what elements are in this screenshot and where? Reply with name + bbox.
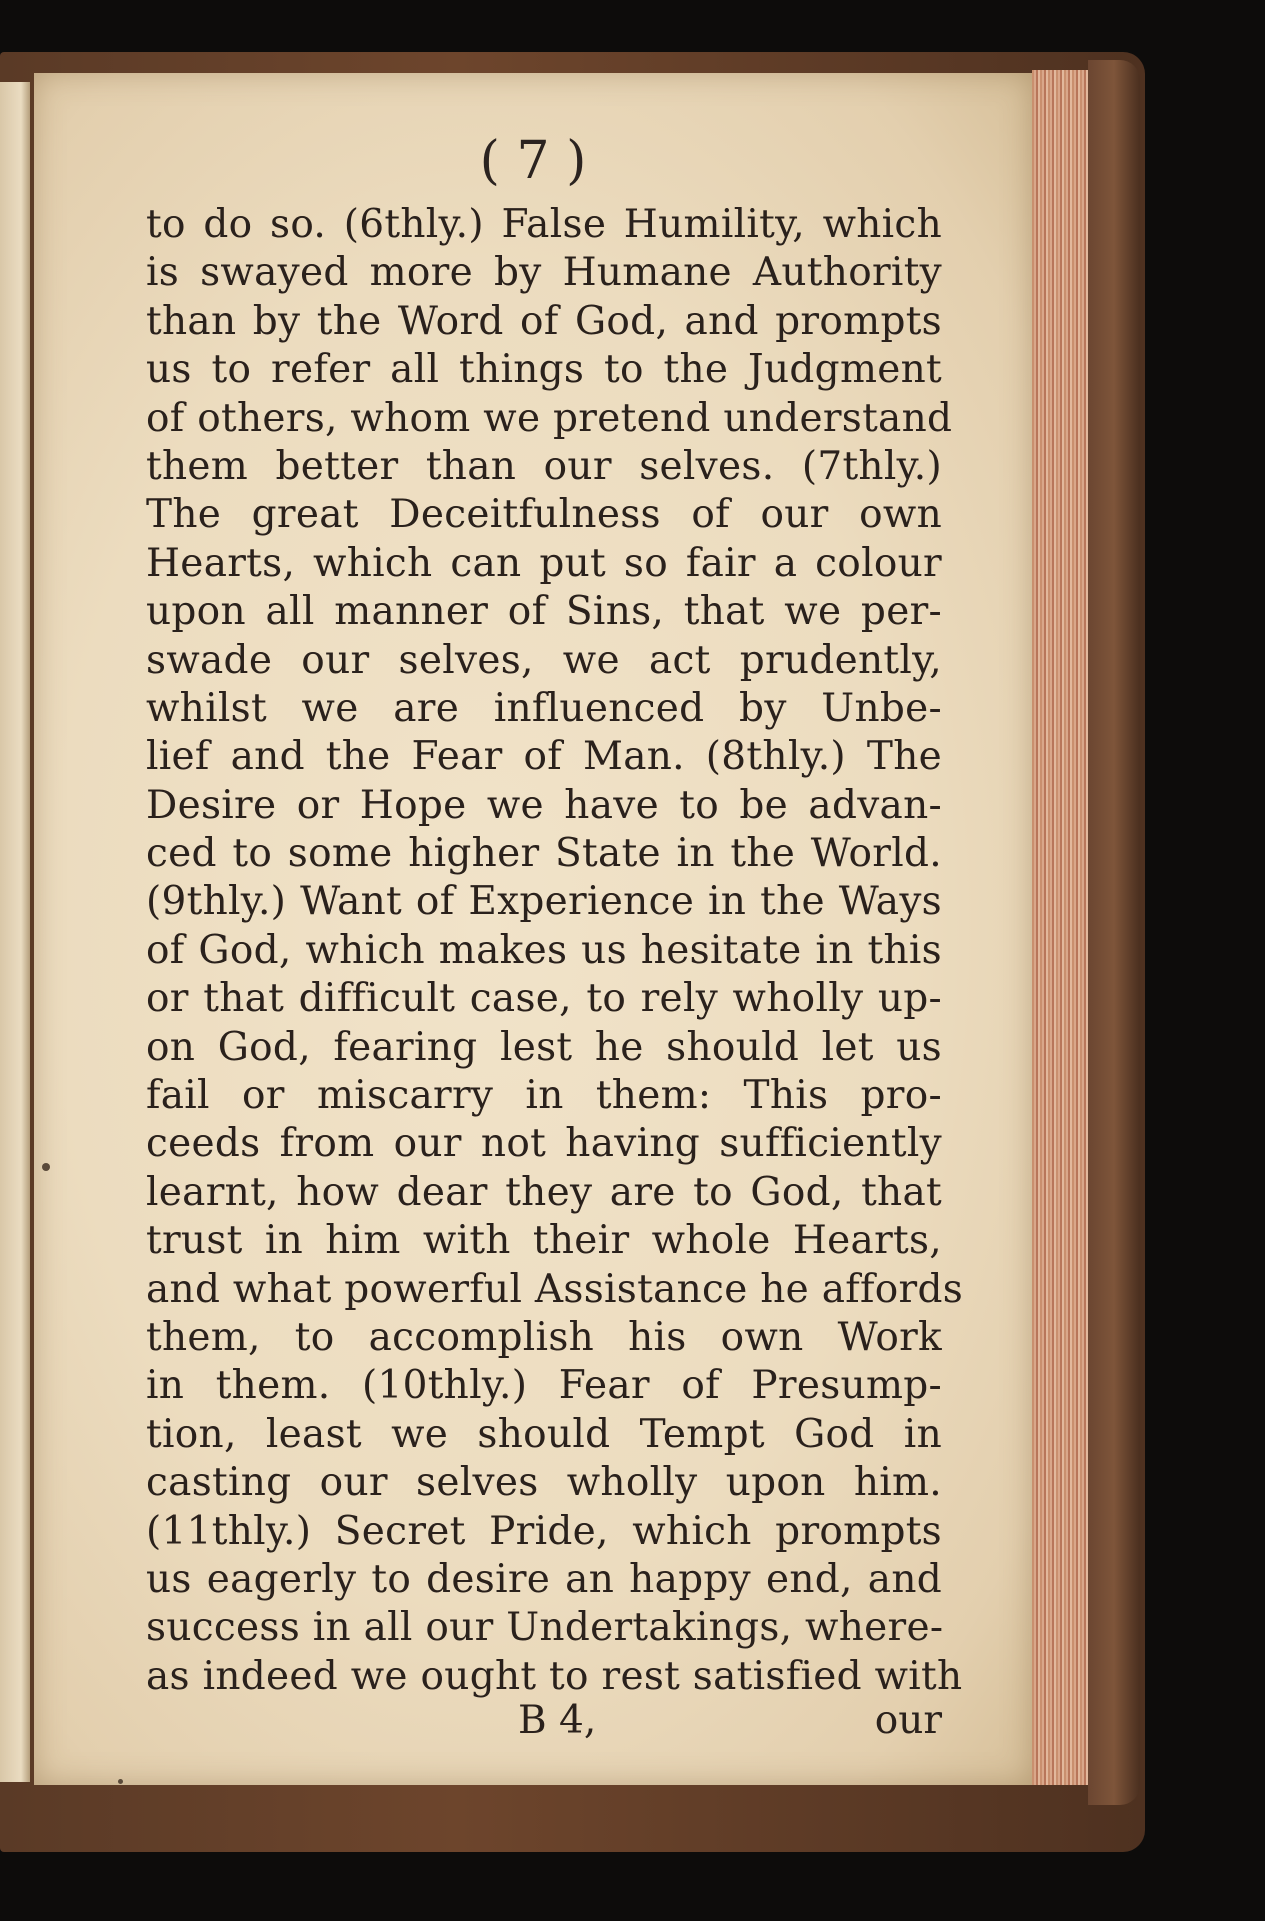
text-line: ceeds from our not having sufficiently: [146, 1121, 942, 1167]
text-line: upon all manner of Sins, that we per-: [146, 589, 942, 635]
catchword: our: [874, 1698, 942, 1743]
page-number: ( 7 ): [479, 131, 587, 191]
text-line: as indeed we ought to rest satisfied with: [146, 1653, 963, 1699]
ink-spot: [118, 1779, 123, 1784]
facing-page-edge: [0, 82, 30, 1782]
text-line: them, to accomplish his own Work: [146, 1314, 942, 1360]
text-line: whilst we are influenced by Unbe-: [146, 685, 942, 731]
text-line: (11thly.) Secret Pride, which prompts: [146, 1508, 942, 1554]
text-line: than by the Word of God, and prompts: [146, 298, 942, 344]
text-line: fail or miscarry in them: This pro-: [146, 1073, 942, 1119]
text-line: lief and the Fear of Man. (8thly.) The: [146, 734, 942, 780]
body-text: [146, 201, 964, 1701]
text-line: us to refer all things to the Judgment: [146, 347, 942, 393]
book-page: [34, 73, 1032, 1785]
ink-spot: [42, 1163, 50, 1171]
text-line: of God, which makes us hesitate in this: [146, 927, 942, 973]
text-line: them better than our selves. (7thly.): [146, 443, 942, 489]
text-line: swade our selves, we act prudently,: [146, 637, 942, 683]
text-line: The great Deceitfulness of our own: [146, 492, 942, 538]
text-line: or that difficult case, to rely wholly up-: [146, 976, 942, 1022]
text-line: Hearts, which can put so fair a colour: [146, 540, 942, 586]
text-line: Desire or Hope we have to be advan-: [146, 782, 942, 828]
text-line: to do so. (6thly.) False Humility, which: [146, 202, 942, 247]
text-line: casting our selves wholly upon him.: [146, 1460, 942, 1506]
cover-edge: [1088, 60, 1140, 1805]
page-footer: [146, 1697, 942, 1745]
text-line: learnt, how dear they are to God, that: [146, 1169, 942, 1215]
page-edges: [1032, 70, 1088, 1785]
signature-mark: B 4,: [518, 1698, 597, 1743]
text-line: of others, whom we pretend understand: [146, 395, 953, 441]
text-line: trust in him with their whole Hearts,: [146, 1218, 942, 1264]
text-line: and what powerful Assistance he affords: [146, 1266, 964, 1312]
text-line: tion, least we should Tempt God in: [146, 1411, 942, 1457]
text-line: success in all our Undertakings, where-: [146, 1605, 944, 1651]
text-line: is swayed more by Humane Authority: [146, 250, 942, 296]
text-line: ced to some higher State in the World.: [146, 831, 942, 877]
text-line: in them. (10thly.) Fear of Presump-: [146, 1363, 942, 1409]
text-line: on God, fearing lest he should let us: [146, 1024, 942, 1070]
text-line: us eagerly to desire an happy end, and: [146, 1556, 942, 1602]
text-line: (9thly.) Want of Experience in the Ways: [146, 879, 942, 925]
